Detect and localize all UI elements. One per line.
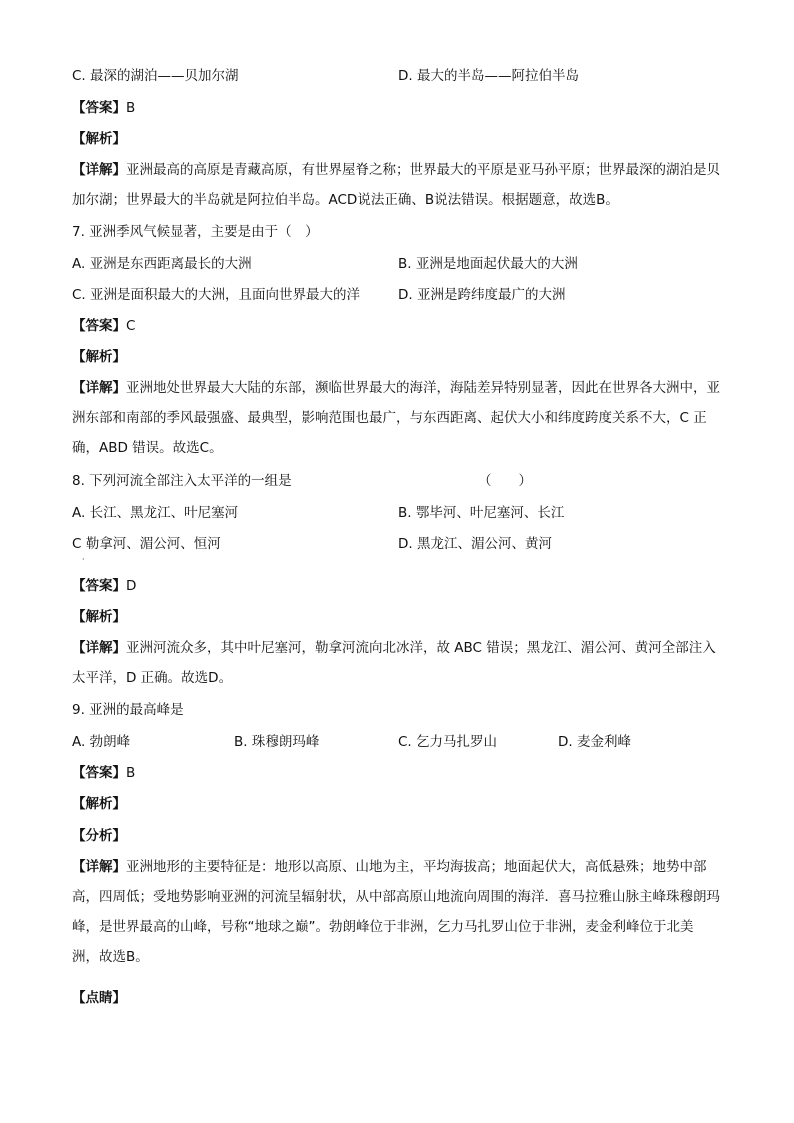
detail-text: 亚洲最高的高原是青藏高原，有世界屋脊之称；世界最大的平原是亚马孙平原；世界最深的湖泊是贝加尔湖；世界最大的半岛就是阿拉伯半岛。ACD说法正确、B说法错误。根据题意，故选B。 [72, 162, 720, 208]
detail-label: 【详解】 [72, 640, 126, 656]
answer-label: 【答案】 [72, 100, 126, 116]
q8-answer [72, 576, 136, 596]
q8-detail [72, 633, 720, 693]
q9-stem: 9. 亚洲的最高峰是 [72, 702, 184, 718]
q9-option-b: B. 珠穆朗玛峰 [234, 734, 320, 750]
answer-value: B [126, 100, 136, 116]
q7-option-d: D. 亚洲是跨纬度最广的大洲 [398, 287, 566, 303]
q8-analysis-label: 【解析】 [72, 609, 126, 625]
answer-value: B [126, 765, 136, 781]
q8-paren: （ ） [478, 473, 532, 489]
q7-option-a: A. 亚洲是东西距离最长的大洲 [72, 256, 252, 272]
detail-label: 【详解】 [72, 859, 126, 875]
q7-stem: 7. 亚洲季风气候显著，主要是由于（ ） [72, 224, 319, 240]
q8-stem: 8. 下列河流全部注入太平洋的一组是 [72, 473, 292, 489]
stray-dot: · [82, 555, 85, 564]
q7-answer [72, 316, 135, 336]
answer-label: 【答案】 [72, 318, 126, 334]
answer-value: D [126, 578, 137, 594]
q6-option-c: C. 最深的湖泊——贝加尔湖 [72, 68, 239, 84]
answer-label: 【答案】 [72, 765, 126, 781]
q7-analysis-label: 【解析】 [72, 349, 126, 365]
q6-option-d: D. 最大的半岛——阿拉伯半岛 [398, 68, 579, 84]
detail-text: 亚洲地形的主要特征是：地形以高原、山地为主，平均海拔高；地面起伏大，高低悬殊；地势中部高，四周低；受地势影响亚洲的河流呈辐射状，从中部高原山地流向周围的海洋．喜马拉雅山脉主峰珠穆朗玛峰，是世界最高的山峰，号称“地球之巅”。勃朗峰位于非洲，乞力马扎罗山位于非洲，麦金利峰位于北美洲，故选B。 [72, 859, 720, 965]
q6-analysis-label: 【解析】 [72, 131, 126, 147]
q6-detail [72, 155, 720, 215]
q7-option-b: B. 亚洲是地面起伏最大的大洲 [398, 256, 578, 272]
answer-value: C [126, 318, 136, 334]
q9-fenxi-label: 【分析】 [72, 828, 126, 844]
q9-option-d: D. 麦金利峰 [558, 734, 631, 750]
q8-option-d: D. 黑龙江、湄公河、黄河 [398, 536, 552, 552]
q9-answer [72, 763, 135, 783]
q9-detail [72, 852, 720, 972]
detail-text: 亚洲河流众多，其中叶尼塞河，勒拿河流向北冰洋，故 ABC 错误；黑龙江、湄公河、黄河全部注入太平洋，D 正确。故选D。 [72, 640, 716, 686]
q7-option-c: C. 亚洲是面积最大的大洲，且面向世界最大的洋 [72, 287, 361, 303]
detail-label: 【详解】 [72, 162, 126, 178]
q6-answer [72, 98, 135, 118]
detail-label: 【详解】 [72, 380, 126, 396]
q9-option-c: C. 乞力马扎罗山 [398, 734, 498, 750]
detail-text: 亚洲地处世界最大大陆的东部，濒临世界最大的海洋，海陆差异特别显著，因此在世界各大洲中，亚洲东部和南部的季风最强盛、最典型，影响范围也最广，与东西距离、起伏大小和纬度跨度关系不大，C 正确，ABD 错误。故选C。 [72, 380, 720, 456]
q9-dianjing-label: 【点睛】 [72, 990, 126, 1006]
q8-option-b: B. 鄂毕河、叶尼塞河、长江 [398, 505, 565, 521]
q8-option-c: C 勒拿河、湄公河、恒河 [72, 536, 221, 552]
q8-option-a: A. 长江、黑龙江、叶尼塞河 [72, 505, 239, 521]
q9-option-a: A. 勃朗峰 [72, 734, 131, 750]
answer-label: 【答案】 [72, 578, 126, 594]
q7-detail [72, 373, 720, 463]
q9-analysis-label: 【解析】 [72, 796, 126, 812]
